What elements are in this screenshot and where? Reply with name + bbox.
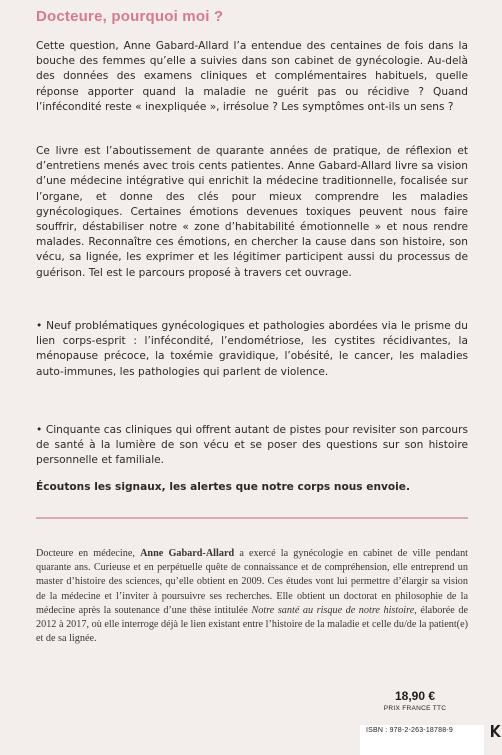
bullet-pathologies: • Neuf problématiques gynécologiques et pathologies abordées via le prisme du lien corps-esprit : l’infécondité, l’endométriose, les cystites récidivantes, la ménopause précoce, la toxémie gravidique, l’obésité, le cancer, les maladies auto-immunes, les pathologies qui parlent de violence. bbox=[36, 320, 468, 378]
barcode-area bbox=[360, 725, 484, 755]
author-name: Anne Gabard-Allard bbox=[140, 548, 235, 559]
intro-paragraph: Cette question, Anne Gabard-Allard l’a entendue des centaines de fois dans la bouche des femmes qu’elle a suivies dans son cabinet de gynécologie. Au-delà des données des examens cliniques et complémentaires habituels, quelle réponse apporter quand la maladie ne guérit pas ou récidive ? Quand l’infécondité reste « inexpliquée », irrésolue ? Les symptômes ont-ils un sens ? bbox=[36, 40, 468, 113]
price-block bbox=[360, 689, 470, 712]
bio-text-1: Docteure en médecine, bbox=[36, 548, 141, 559]
summary-paragraph: Ce livre est l’aboutissement de quarante années de pratique, de réflexion et d’entretiens menés avec trois cents patientes. Anne Gabard-Allard livre sa vision d’une médecine intégrative qui enrichit la médecine traditionnelle, focalisée sur l’organe, et donne des clés pour mieux comprendre les maladies gynécologiques. Certaines émotions devenues toxiques peuvent nous faire souffrir, déstabiliser notre « zone d’habitabilité émotionnelle » et nous rendre malades. Reconnaître ces émotions, en chercher la cause dans son histoire, son vécu, sa lignée, les exprimer et les légitimer participent aussi du processus de guérison. Tel est le parcours proposé à travers cet ouvrage. bbox=[36, 145, 468, 279]
price: 18,90 € bbox=[394, 689, 436, 703]
author-bio bbox=[36, 547, 468, 646]
bio-text-3: , élaborée de 2012 à 2017, où elle interroge déjà le lien existant entre l’histoire de la maladie et celle du/de la patient(e) et de sa lignée. bbox=[36, 604, 468, 645]
cover-title: Docteure, pourquoi moi ? bbox=[36, 8, 224, 25]
bullet-clinical-cases: • Cinquante cas cliniques qui offrent autant de pistes pour revisiter son parcours de santé à la lumière de son vécu et se poser des questions sur son histoire personnelle et familiale. bbox=[36, 424, 468, 467]
price-label: PRIX FRANCE TTC bbox=[383, 705, 447, 712]
isbn: ISBN : 978-2-263-18788-9 bbox=[366, 727, 453, 734]
thesis-title: Notre santé au risque de notre histoire bbox=[251, 604, 415, 616]
section-divider bbox=[36, 517, 468, 519]
bio-text-2: a exercé la gynécologie en cabinet de ville pendant quarante ans. Curieuse et en perpétuelle quête de connaissance et de compréhension, elle entreprend un master d’histoire des sciences, qu’elle obtient en 2009. Ces études vont lui permettre d’élargir sa vision de la médecine et l’inviter à poursuivre ses recherches. Elle obtient un doctorat en philosophie de la médecine après la soutenance d’une thèse intitulée bbox=[36, 548, 468, 616]
closing-statement: Écoutons les signaux, les alertes que notre corps nous envoie. bbox=[36, 481, 411, 493]
publisher-logo-icon bbox=[489, 724, 501, 738]
